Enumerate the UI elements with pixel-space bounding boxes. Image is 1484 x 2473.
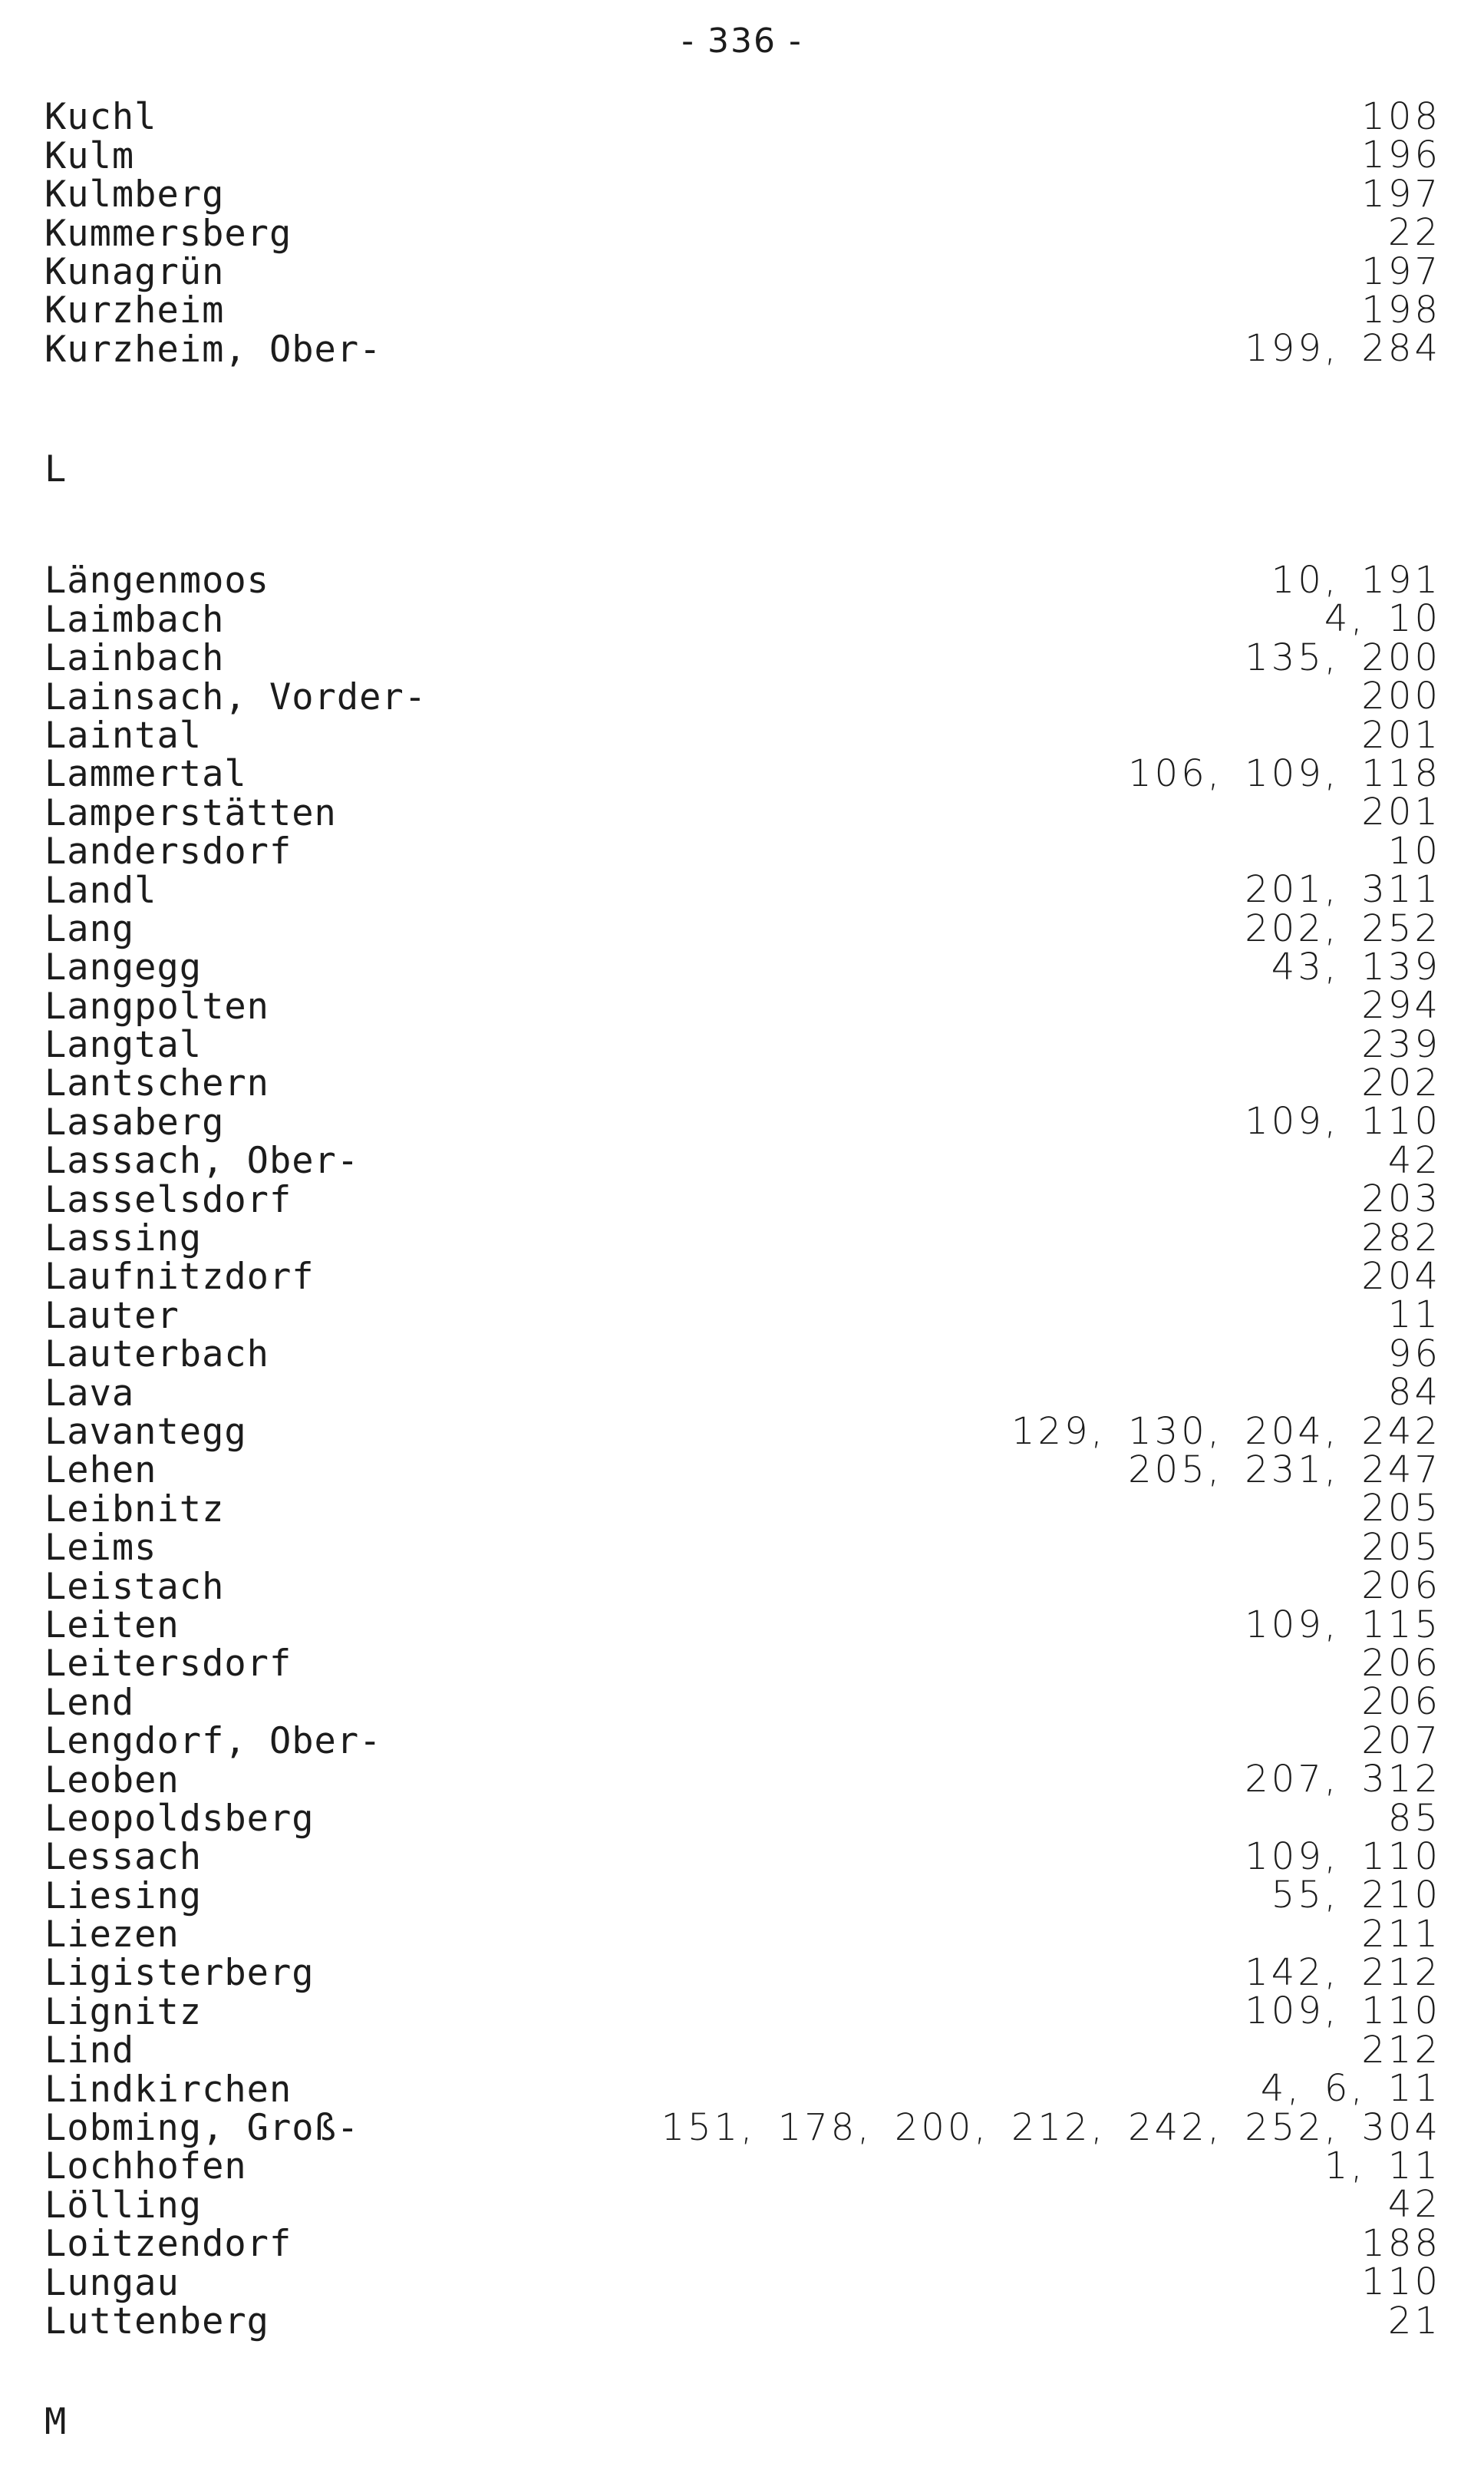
entry-name: Lend (45, 1681, 135, 1724)
entry-page-refs: 201, 311 (1245, 868, 1441, 912)
entry-page-refs: 109, 110 (1245, 1834, 1441, 1878)
entry-page-refs: 206 (1361, 1680, 1441, 1724)
index-entry (45, 1487, 1441, 1531)
entry-page-refs: 207 (1361, 1719, 1441, 1762)
entry-name: Luttenberg (45, 2300, 269, 2343)
page-number: - 336 - (681, 21, 803, 61)
entry-name: Kurzheim (45, 289, 225, 332)
entry-name: Lava (45, 1372, 135, 1415)
entry-name: Lainbach (45, 637, 225, 680)
entry-page-refs: 197 (1361, 172, 1441, 216)
entry-page-refs: 106, 109, 118 (1128, 751, 1441, 795)
entry-name: Lobming, Groß- (45, 2107, 360, 2150)
index-entry (45, 249, 1441, 295)
entry-name: Liesing (45, 1874, 203, 1917)
entry-name: Lasselsdorf (45, 1178, 292, 1221)
entry-page-refs: 129, 130, 204, 242 (1011, 1409, 1441, 1453)
entry-page-refs: 109, 110 (1245, 1100, 1441, 1144)
index-entry (45, 906, 1441, 952)
entry-name: Lang (45, 907, 135, 950)
entry-page-refs: 85 (1387, 1796, 1441, 1840)
entry-page-refs: 294 (1361, 984, 1441, 1028)
entry-page-refs: 21 (1387, 2299, 1441, 2343)
entry-name: Lölling (45, 2184, 203, 2227)
entry-page-refs: 108 (1361, 95, 1441, 138)
entry-page-refs: 135, 200 (1245, 636, 1441, 679)
index-entry (45, 675, 1441, 719)
entry-name: Lochhofen (45, 2145, 247, 2188)
entry-name: Langpolten (45, 985, 269, 1028)
entry-page-refs: 4, 6, 11 (1260, 2067, 1441, 2111)
index-entry (45, 134, 1441, 178)
index-entry (45, 2144, 1441, 2189)
index-entry (45, 95, 1441, 140)
entry-name: Kulm (45, 134, 135, 177)
entry-page-refs: 239 (1361, 1022, 1441, 1066)
index-entry (45, 327, 1441, 371)
entry-page-refs: 11 (1387, 1293, 1441, 1337)
index-entry (45, 1448, 1441, 1493)
entry-page-refs: 205, 231, 247 (1128, 1448, 1441, 1491)
entry-name: Lindkirchen (45, 2068, 292, 2111)
index-entry (45, 1564, 1441, 1609)
index-entry (45, 1874, 1441, 1918)
entry-page-refs: 10, 191 (1271, 559, 1441, 602)
entry-page-refs: 10 (1387, 829, 1441, 873)
entry-page-refs: 109, 115 (1245, 1603, 1441, 1646)
entry-page-refs: 55, 210 (1271, 1874, 1441, 1917)
entry-name: Leims (45, 1527, 157, 1570)
entry-name: Lammertal (45, 753, 247, 796)
index-entry (45, 1525, 1441, 1570)
index-entry (45, 984, 1441, 1028)
entry-page-refs: 42 (1387, 2183, 1441, 2227)
index-entry (45, 211, 1441, 256)
entry-page-refs: 84 (1387, 1371, 1441, 1415)
entry-page-refs: 203 (1361, 1177, 1441, 1221)
entry-page-refs: 1, 11 (1324, 2144, 1441, 2188)
entry-name: Lamperstätten (45, 791, 337, 834)
entry-page-refs: 42 (1387, 1138, 1441, 1182)
entry-name: Leitersdorf (45, 1643, 292, 1686)
entry-name: Lauter (45, 1294, 180, 1337)
entry-page-refs: 22 (1387, 211, 1441, 255)
entry-name: Langegg (45, 946, 203, 989)
index-entry (45, 1989, 1441, 2034)
entry-page-refs: 200 (1361, 675, 1441, 718)
entry-name: Lavantegg (45, 1410, 247, 1453)
entry-page-refs: 151, 178, 200, 212, 242, 252, 304 (661, 2105, 1441, 2149)
entry-page-refs: 206 (1361, 1564, 1441, 1608)
entry-name: Ligisterberg (45, 1952, 315, 1995)
entry-name: Leoben (45, 1758, 180, 1801)
entry-page-refs: 202 (1361, 1062, 1441, 1105)
entry-page-refs: 199, 284 (1245, 327, 1441, 371)
entry-page-refs: 142, 212 (1245, 1951, 1441, 1995)
entry-name: Längenmoos (45, 560, 269, 603)
index-entry (45, 1641, 1441, 1686)
index-entry (45, 1796, 1441, 1841)
entry-page-refs: 110 (1361, 2260, 1441, 2304)
entry-page-refs: 109, 110 (1245, 1989, 1441, 2033)
index-entry (45, 1255, 1441, 1299)
entry-page-refs: 198 (1361, 288, 1441, 332)
entry-name: Lainsach, Vorder- (45, 675, 427, 718)
index-section-l (45, 559, 1441, 2344)
entry-name: Laimbach (45, 598, 225, 641)
entry-page-refs: 201 (1361, 791, 1441, 834)
index-entry (45, 1951, 1441, 1996)
entry-name: Loitzendorf (45, 2223, 292, 2266)
entry-name: Leistach (45, 1565, 225, 1608)
entry-name: Lasaberg (45, 1101, 225, 1144)
entry-name: Lauterbach (45, 1333, 269, 1376)
entry-name: Lignitz (45, 1990, 203, 2033)
index-entry (45, 1834, 1441, 1880)
entry-name: Lessach (45, 1836, 203, 1879)
entry-page-refs: 212 (1361, 2028, 1441, 2072)
entry-name: Kuchl (45, 96, 157, 139)
letter-heading-m: M (45, 2401, 67, 2443)
entry-name: Kunagrün (45, 250, 225, 293)
index-entry (45, 1177, 1441, 1222)
index-entry (45, 2221, 1441, 2267)
entry-name: Kummersberg (45, 212, 292, 255)
entry-name: Leibnitz (45, 1487, 225, 1530)
entry-page-refs: 206 (1361, 1641, 1441, 1685)
entry-name: Landersdorf (45, 830, 292, 873)
entry-page-refs: 197 (1361, 249, 1441, 293)
index-entry (45, 2105, 1441, 2151)
entry-name: Lind (45, 2029, 135, 2072)
index-entry (45, 559, 1441, 603)
index-entry (45, 829, 1441, 874)
entry-page-refs: 282 (1361, 1216, 1441, 1260)
entry-page-refs: 188 (1361, 2221, 1441, 2265)
letter-heading-l: L (45, 448, 67, 490)
entry-name: Laufnitzdorf (45, 1256, 315, 1299)
entry-name: Leiten (45, 1603, 180, 1646)
index-entry (45, 1332, 1441, 1377)
entry-name: Lehen (45, 1449, 157, 1492)
entry-name: Langtal (45, 1024, 203, 1067)
entry-name: Lassing (45, 1217, 203, 1260)
entry-name: Leopoldsberg (45, 1797, 315, 1840)
entry-page-refs: 196 (1361, 134, 1441, 177)
index-entry (45, 1062, 1441, 1106)
index-entry (45, 597, 1441, 642)
index-entry (45, 1719, 1441, 1764)
entry-page-refs: 205 (1361, 1487, 1441, 1530)
entry-page-refs: 43, 139 (1271, 945, 1441, 989)
entry-name: Lengdorf, Ober- (45, 1720, 382, 1763)
entry-name: Lungau (45, 2261, 180, 2304)
entry-page-refs: 207, 312 (1245, 1758, 1441, 1801)
entry-page-refs: 4, 10 (1324, 597, 1441, 641)
entry-name: Lassach, Ober- (45, 1140, 360, 1183)
entry-name: Kurzheim, Ober- (45, 328, 382, 371)
entry-name: Kulmberg (45, 173, 225, 216)
index-section-k (45, 95, 1441, 372)
entry-page-refs: 204 (1361, 1255, 1441, 1299)
entry-page-refs: 205 (1361, 1525, 1441, 1569)
index-entry (45, 2299, 1441, 2344)
entry-name: Liezen (45, 1913, 180, 1956)
entry-page-refs: 211 (1361, 1912, 1441, 1956)
entry-page-refs: 202, 252 (1245, 906, 1441, 950)
entry-page-refs: 201 (1361, 713, 1441, 757)
entry-name: Laintal (45, 714, 203, 757)
index-entry (45, 868, 1441, 913)
entry-name: Landl (45, 869, 157, 912)
entry-page-refs: 96 (1387, 1332, 1441, 1375)
entry-name: Lantschern (45, 1062, 269, 1105)
